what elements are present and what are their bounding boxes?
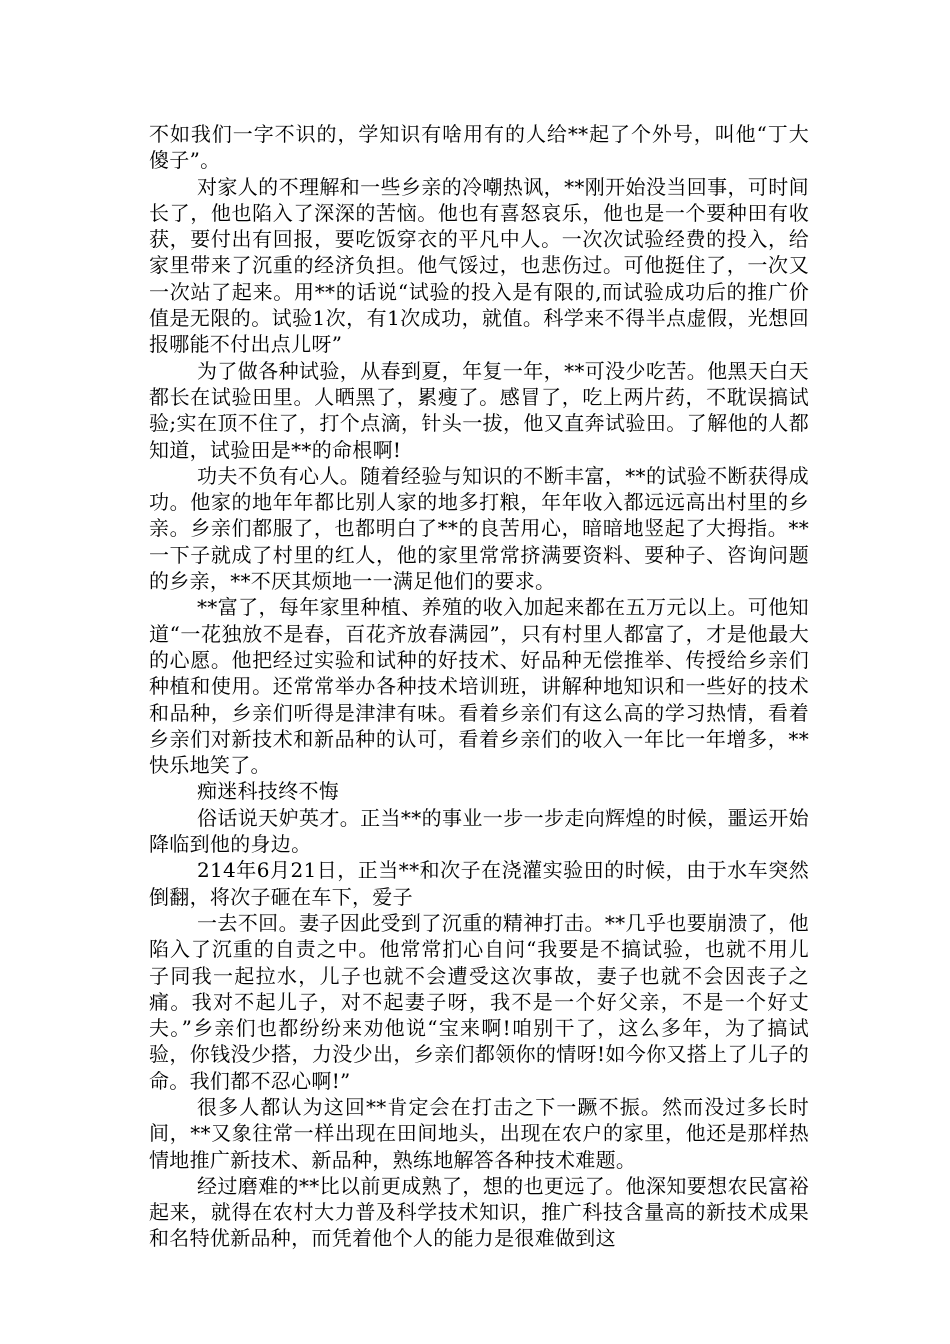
paragraph: 不如我们一字不识的，学知识有啥用有的人给**起了个外号，叫他“丁大傻子”。 xyxy=(149,122,809,173)
paragraph: 为了做各种试验，从春到夏，年复一年，**可没少吃苦。他黑天白天都长在试验田里。人晒黑了，累瘦了。感冒了，吃上两片药，不耽误搞试验;实在顶不住了，打个点滴，针头一拔，他又直奔试验田。了解他的人都知道，试验田是**的命根啊! xyxy=(149,358,809,462)
paragraph: 一去不回。妻子因此受到了沉重的精神打击。**几乎也要崩溃了，他陷入了沉重的自责之中。他常常扪心自问“我要是不搞试验，也就不用儿子同我一起拉水，儿子也就不会遭受这次事故，妻子也就不会因丧子之痛。我对不起儿子，对不起妻子呀，我不是一个好父亲，不是一个好丈夫。”乡亲们也都纷纷来劝他说“宝来啊!咱别干了，这么多年，为了搞试验，你钱没少搭，力没少出，乡亲们都领你的情呀!如今你又搭上了儿子的命。我们都不忍心啊!” xyxy=(149,910,809,1093)
paragraph: 很多人都认为这回**肯定会在打击之下一蹶不振。然而没过多长时间，**又象往常一样出现在田间地头，出现在农户的家里，他还是那样热情地推广新技术、新品种，熟练地解答各种技术难题。 xyxy=(149,1094,809,1172)
paragraph: 功夫不负有心人。随着经验与知识的不断丰富，**的试验不断获得成功。他家的地年年都比别人家的地多打粮，年年收入都远远高出村里的乡亲。乡亲们都服了，也都明白了**的良苦用心，暗暗地竖起了大拇指。**一下子就成了村里的红人，他的家里常常挤满要资料、要种子、咨询问题的乡亲，**不厌其烦地一一满足他们的要求。 xyxy=(149,463,809,594)
body-text xyxy=(149,121,809,1252)
section-heading: 痴迷科技终不悔 xyxy=(197,779,340,804)
paragraph: 经过磨难的**比以前更成熟了，想的也更远了。他深知要想农民富裕起来，就得在农村大力普及科学技术知识，推广科技含量高的新技术成果和名特优新品种，而凭着他个人的能力是很难做到这 xyxy=(149,1173,809,1251)
paragraph: 对家人的不理解和一些乡亲的冷嘲热讽，**刚开始没当回事，可时间长了，他也陷入了深深的苦恼。他也有喜怒哀乐，他也是一个要种田有收获，要付出有回报，要吃饭穿衣的平凡中人。一次次试验经费的投入，给家里带来了沉重的经济负担。他气馁过，也悲伤过。可他挺住了，一次又一次站了起来。用**的话说“试验的投入是有限的,而试验成功后的推广价值是无限的。试验1次，有1次成功，就值。科学来不得半点虚假，光想回报哪能不付出点儿呀” xyxy=(149,174,809,357)
paragraph: 214年6月21日，正当**和次子在浇灌实验田的时候，由于水车突然倒翻，将次子砸在车下，爱子 xyxy=(149,858,809,909)
paragraph: **富了，每年家里种植、养殖的收入加起来都在五万元以上。可他知道“一花独放不是春，百花齐放春满园”，只有村里人都富了，才是他最大的心愿。他把经过实验和试种的好技术、好品种无偿推举、传授给乡亲们种植和使用。还常常举办各种技术培训班，讲解种地知识和一些好的技术和品种，乡亲们听得是津津有味。看着乡亲们有这么高的学习热情，看着乡亲们对新技术和新品种的认可，看着乡亲们的收入一年比一年增多，**快乐地笑了。 xyxy=(149,595,809,778)
paragraph: 俗话说天妒英才。正当**的事业一步一步走向辉煌的时候，噩运开始降临到他的身边。 xyxy=(149,805,809,857)
